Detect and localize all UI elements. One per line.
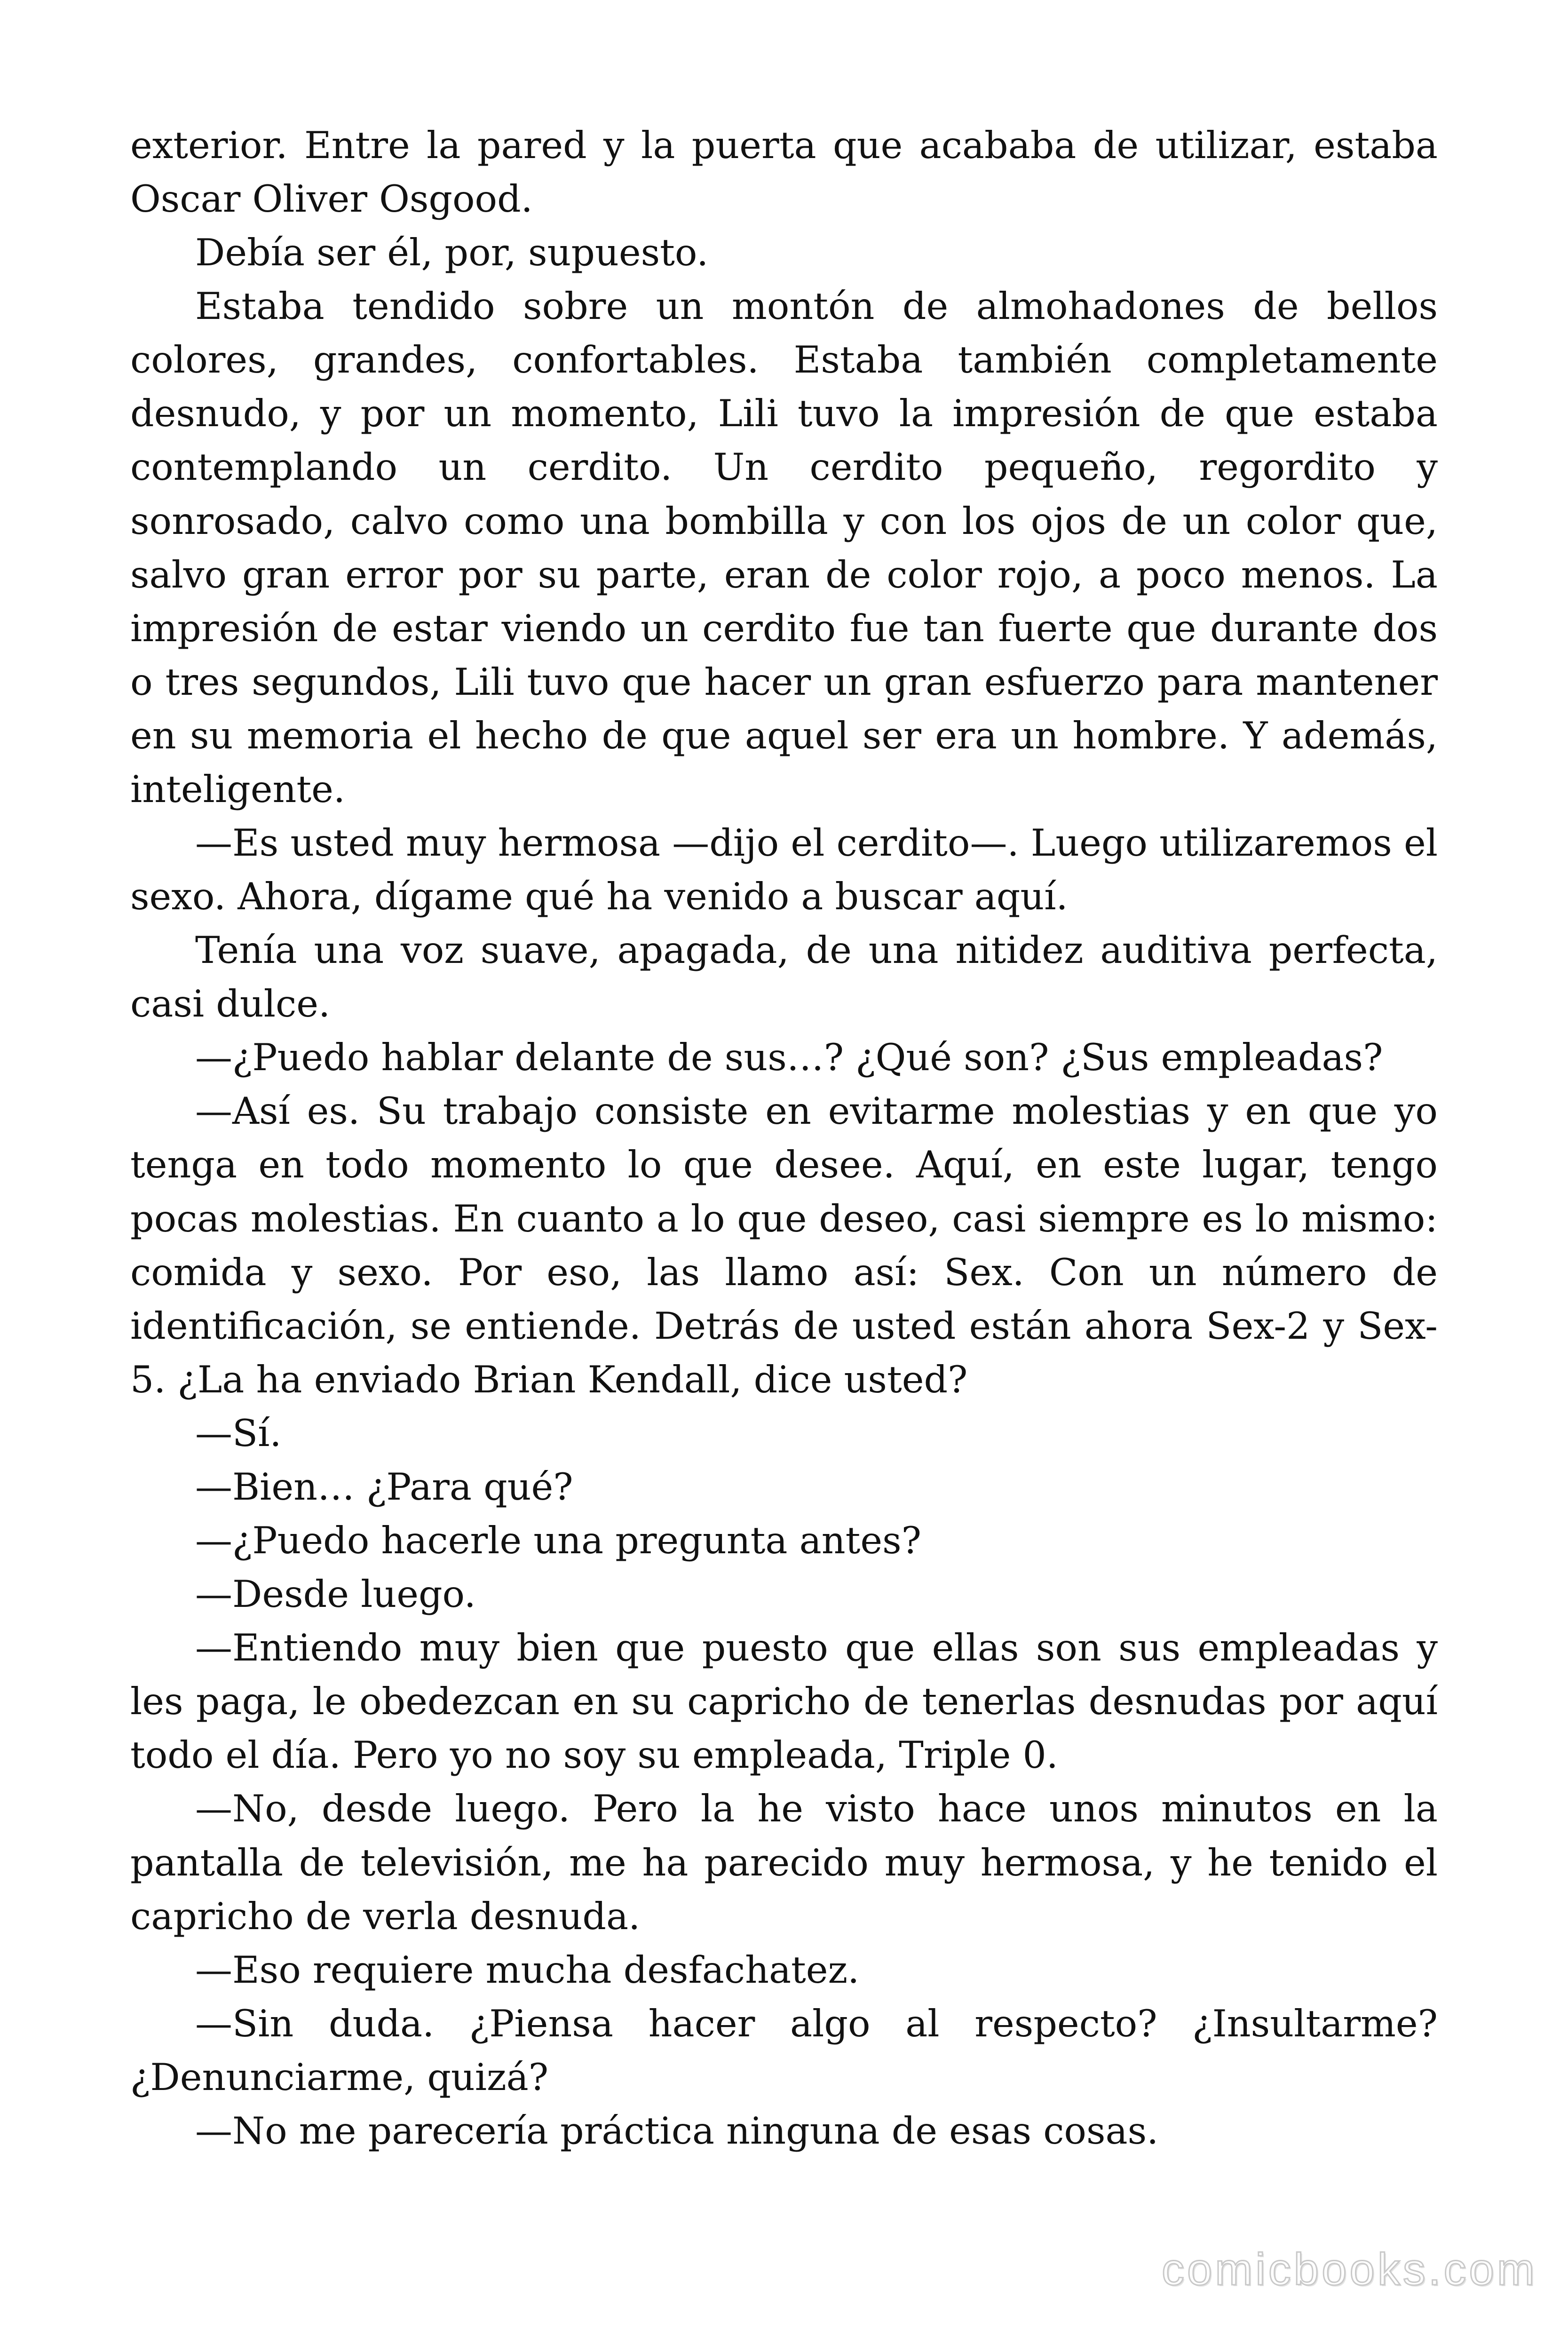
site-watermark: comicbooks.com	[1162, 2244, 1537, 2295]
paragraph: exterior. Entre la pared y la puerta que acababa de utilizar, estaba Oscar Oliver Osgood.	[130, 124, 1438, 221]
paragraph: —¿Puedo hacerle una pregunta antes?	[195, 1519, 921, 1563]
paragraph: —Sin duda. ¿Piensa hacer algo al respecto? ¿Insultarme? ¿Denunciarme, quizá?	[130, 2002, 1438, 2099]
paragraph: —Bien… ¿Para qué?	[195, 1465, 573, 1509]
paragraph: —Es usted muy hermosa —dijo el cerdito—. Luego utilizaremos el sexo. Ahora, dígame qué ha venido a buscar aquí.	[130, 821, 1438, 919]
paragraph: —Eso requiere mucha desfachatez.	[195, 1948, 860, 1992]
paragraph: —No me parecería práctica ninguna de esas cosas.	[195, 2109, 1159, 2153]
paragraph: —No, desde luego. Pero la he visto hace unos minutos en la pantalla de televisión, me ha parecido muy hermosa, y he tenido el capricho de verla desnuda.	[130, 1787, 1438, 1938]
paragraph: Debía ser él, por, supuesto.	[195, 231, 709, 275]
paragraph: —Desde luego.	[195, 1573, 476, 1616]
page-text	[130, 119, 1438, 2158]
paragraph: Estaba tendido sobre un montón de almohadones de bellos colores, grandes, confortables. Estaba también completamente desnudo, y por un momento, Lili tuvo la impresión de que estaba contemplando un cerdito. Un cerdito pequeño, regordito y sonrosado, calvo como una bombilla y con los ojos de un color que, salvo gran error por su parte, eran de color rojo, a poco menos. La impresión de estar viendo un cerdito fue tan fuerte que durante dos o tres segundos, Lili tuvo que hacer un gran esfuerzo para mantener en su memoria el hecho de que aquel ser era un hombre. Y además, inteligente.	[130, 285, 1438, 811]
paragraph: —Entiendo muy bien que puesto que ellas son sus empleadas y les paga, le obedezcan en su capricho de tenerlas desnudas por aquí todo el día. Pero yo no soy su empleada, Triple 0.	[130, 1626, 1438, 1777]
paragraph: —Así es. Su trabajo consiste en evitarme molestias y en que yo tenga en todo momento lo que desee. Aquí, en este lugar, tengo pocas molestias. En cuanto a lo que deseo, casi siempre es lo mismo: comida y sexo. Por eso, las llamo así: Sex. Con un número de identificación, se entiende. Detrás de usted están ahora Sex-2 y Sex-5. ¿La ha enviado Brian Kendall, dice usted?	[130, 1089, 1438, 1401]
paragraph: Tenía una voz suave, apagada, de una nitidez auditiva perfecta, casi dulce.	[130, 929, 1438, 1026]
paragraph: —Sí.	[195, 1411, 282, 1455]
paragraph: —¿Puedo hablar delante de sus…? ¿Qué son? ¿Sus empleadas?	[195, 1036, 1383, 1080]
